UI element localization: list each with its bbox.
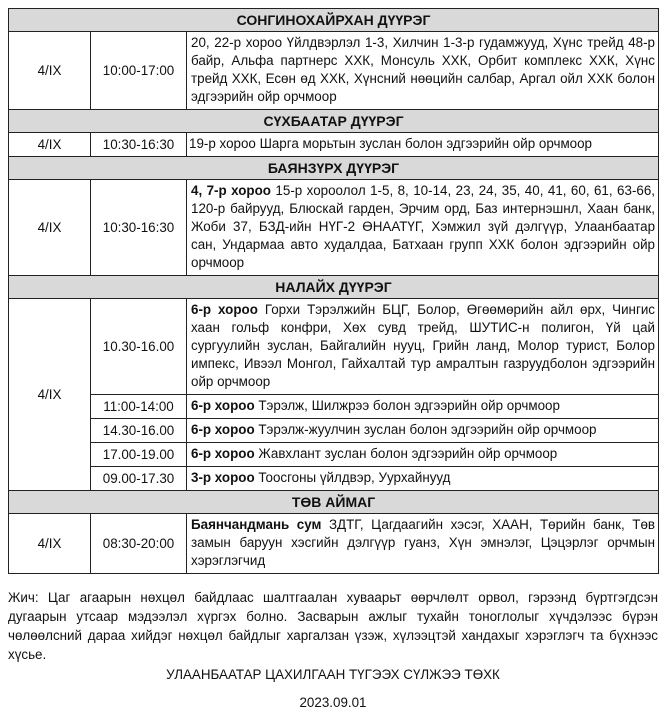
district-header-row	[9, 110, 659, 133]
location-text: Тоосгоны үйлдвэр, Уурхайнууд	[254, 470, 451, 485]
sum-label: Баянчандмань сум	[191, 517, 322, 532]
table-row	[9, 32, 659, 110]
district-header-tov-aimag: ТӨВ АЙМАГ	[9, 491, 659, 514]
time-cell: 17.00-19.00	[91, 443, 187, 467]
location-text: Жавхлант зуслан болон эдгээрийн ойр орчмоор	[254, 446, 558, 461]
khoroo-label: 6-р хороо	[191, 302, 258, 317]
table-row	[9, 299, 659, 395]
location-text: Горхи Тэрэлжийн БЦГ, Болор, Өгөөмөрийн айл өрх, Чингис хаан гольф конфри, Хөх сувд трейд, ШУТИС-н полигон, Үй цай сургуулийн зуслан, Байгалийн нууц, Грийн ланд, Молор турист, Болор импекс, Ивээл Монгол, Гайхалтай тур амралтын газруудболон эдгээрийн ойр орчмоор	[191, 302, 656, 389]
time-cell: 10:00-17:00	[91, 32, 187, 110]
table-row	[9, 443, 659, 467]
district-header-row	[9, 491, 659, 514]
district-header-nalaikh: НАЛАЙХ ДҮҮРЭГ	[9, 276, 659, 299]
location-cell	[187, 514, 659, 574]
table-row	[9, 514, 659, 574]
location-cell	[187, 133, 659, 157]
table-row	[9, 467, 659, 491]
location-text: Тэрэлж, Шилжрээ болон эдгээрийн ойр орчмоор	[254, 398, 560, 413]
time-cell: 14.30-16.00	[91, 419, 187, 443]
khoroo-label: 6-р хороо	[191, 422, 255, 437]
location-cell	[187, 419, 659, 443]
date-cell: 4/IX	[9, 180, 91, 276]
date-cell: 4/IX	[9, 133, 91, 157]
district-header-row	[9, 9, 659, 32]
district-header-row	[9, 157, 659, 180]
organization-name: УЛААНБААТАР ЦАХИЛГААН ТҮГЭЭХ СҮЛЖЭЭ ТӨХК	[166, 667, 500, 682]
location-text: 19-р хороо Шарга морьтын зуслан болон эдгээрийн ойр орчмоор	[189, 136, 592, 151]
table-row	[9, 133, 659, 157]
time-cell: 08:30-20:00	[91, 514, 187, 574]
khoroo-label: 3-р хороо	[191, 470, 255, 485]
table-row	[9, 395, 659, 419]
location-cell	[187, 32, 659, 110]
time-cell: 09.00-17.30	[91, 467, 187, 491]
time-cell: 10:30-16:30	[91, 180, 187, 276]
table-row	[9, 419, 659, 443]
footnote: Жич: Цаг агаарын нөхцөл байдлаас шалтгаалан хуваарьт өөрчлөлт орвол, гэрээнд бүртгэгдсэн дугаарын утсаар мэдээлэл хүргэх болно. Засварын ажлыг тухайн тоноглолыг хүчдэлээс бүрэн чөлөөлсний дараа хийдэг нөхцөл байдлыг харгалзан үзэж, хүлээцтэй хандахыг хэрэглэгч та бүхнээс хүсье.	[8, 590, 658, 662]
location-cell	[187, 299, 659, 395]
time-cell: 11:00-14:00	[91, 395, 187, 419]
location-cell	[187, 180, 659, 276]
location-text: 15-р хороолол 1-5, 8, 10-14, 23, 24, 35, 40, 41, 60, 61, 63-66, 120-р байрууд, Блюскай гарден, Эрчим орд, Баз интернэшнл, Хаан банк, Жоби 37, БЗД-ийн НҮГ-2 ӨНААТҮГ, Хэмжил зүй дэлгүүр, Улаанбаатар сан, Ундармаа авто худалдаа, Батхаан групп ХХК болон эдгээрийн ойр орчмоор	[191, 183, 656, 270]
table-row	[9, 180, 659, 276]
date-cell: 4/IX	[9, 514, 91, 574]
district-header-bayanzurkh: БАЯНЗҮРХ ДҮҮРЭГ	[9, 157, 659, 180]
khoroo-label: 4, 7-р хороо	[191, 183, 271, 198]
khoroo-label: 6-р хороо	[191, 446, 255, 461]
district-header-sukhbaatar: СҮХБААТАР ДҮҮРЭГ	[9, 110, 659, 133]
date-cell: 4/IX	[9, 32, 91, 110]
location-text: ЗДТГ, Цагдаагийн хэсэг, ХААН, Төрийн банк, Төв замын баруун хэсгийн дэлгүүр гуанз, Хүн эмнэлэг, Цэцэрлэг орчмын хэрэглэгчид	[191, 517, 656, 568]
date-cell: 4/IX	[9, 299, 91, 491]
location-text: Тэрэлж-жуулчин зуслан болон эдгээрийн ойр орчмоор	[254, 422, 597, 437]
publish-date: 2023.09.01	[299, 695, 367, 710]
location-cell	[187, 395, 659, 419]
location-text: 20, 22-р хороо Үйлдвэрлэл 1-3, Хилчин 1-3-р гудамжууд, Хүнс трейд 48-р байр, Альфа партнерс ХХК, Монсуль ХХК, Орбит комплекс ХХК, Хүнс трейд ХХК, Есөн өд ХХК, Хүнсний нөөцийн салбар, Аргал ойл ХХК болон эдгээрийн ойр орчмоор	[191, 35, 656, 104]
time-cell: 10:30-16:30	[91, 133, 187, 157]
district-header-songinokhairkhan: СОНГИНОХАЙРХАН ДҮҮРЭГ	[9, 9, 659, 32]
location-cell	[187, 467, 659, 491]
khoroo-label: 6-р хороо	[191, 398, 255, 413]
outage-schedule-table	[8, 8, 659, 574]
location-cell	[187, 443, 659, 467]
district-header-row	[9, 276, 659, 299]
time-cell: 10.30-16.00	[91, 299, 187, 395]
